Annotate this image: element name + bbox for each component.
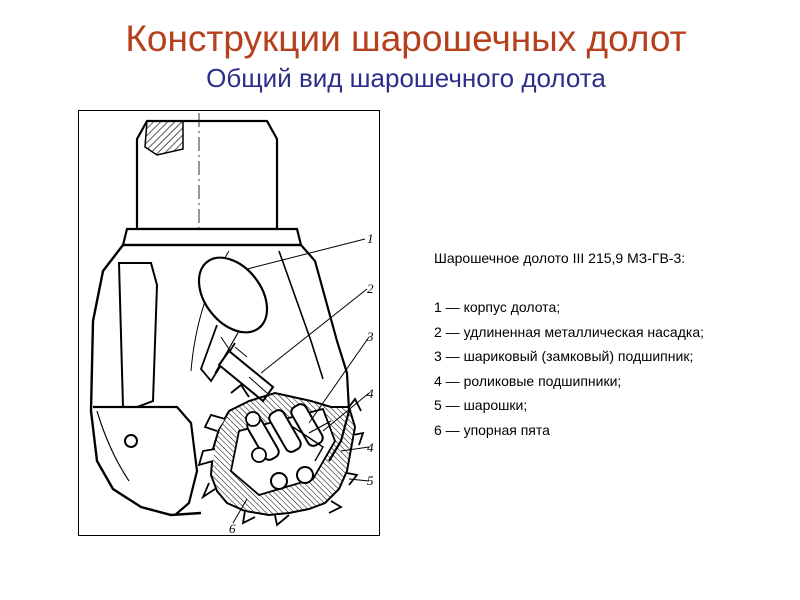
- legend-item: 2 — удлиненная металлическая насадка;: [434, 323, 704, 340]
- drill-bit-drawing: [78, 110, 380, 536]
- threaded-pin: [123, 113, 301, 245]
- legend-item: 1 — корпус долота;: [434, 299, 561, 315]
- legend-item: 4 — роликовые подшипники;: [434, 372, 622, 389]
- callout-1: 1: [367, 231, 374, 246]
- callout-4-lower: 4: [367, 440, 374, 455]
- callout-4-upper: 4: [367, 386, 374, 401]
- legend-item: 6 — упорная пята: [434, 421, 550, 438]
- legend-caption: Шарошечное долото III 215,9 МЗ-ГВ-3:: [434, 250, 686, 266]
- slide-subtitle: Общий вид шарошечного долота: [206, 63, 606, 93]
- callout-3: 3: [367, 329, 374, 344]
- cone-assembly: [199, 385, 363, 525]
- legend: [434, 246, 794, 442]
- legend-list: [434, 295, 794, 442]
- slide-title: Конструкции шарошечных долот: [125, 18, 687, 59]
- legend-item: 3 — шариковый (замковый) подшипник;: [434, 348, 694, 364]
- legend-item: 5 — шарошки;: [434, 397, 528, 413]
- callout-6: 6: [229, 521, 236, 535]
- callout-2: 2: [367, 281, 374, 296]
- drill-bit-svg: [79, 111, 379, 535]
- callout-5: 5: [367, 473, 374, 488]
